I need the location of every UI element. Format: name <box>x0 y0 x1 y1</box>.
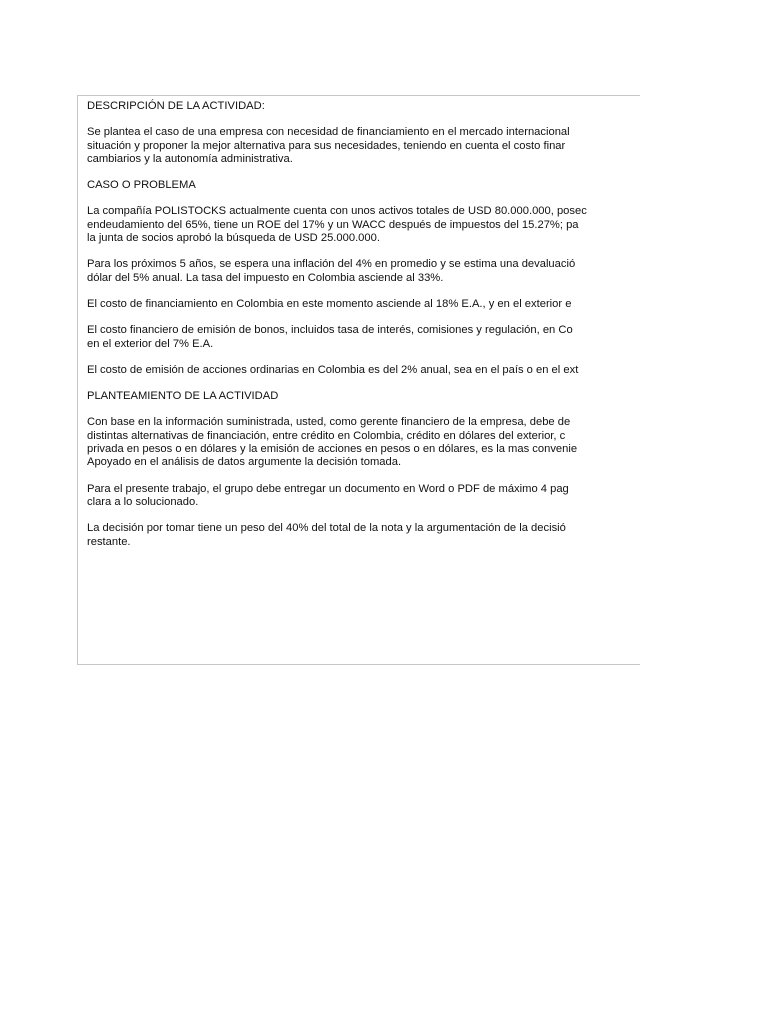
section-heading-case <box>87 179 640 192</box>
text-line: La decisión por tomar tiene un peso del 40% del total de la nota y la argumentación de la decisió <box>87 522 566 535</box>
text-line: situación y proponer la mejor alternativa para sus necesidades, teniendo en cuenta el costo finar <box>87 139 566 152</box>
text-line: El costo de financiamiento en Colombia en este momento asciende al 18% E.A., y en el exterior e <box>87 297 572 310</box>
text-line: El costo de emisión de acciones ordinarias en Colombia es del 2% anual, sea en el país o en el ext <box>87 363 579 376</box>
text-line: la junta de socios aprobó la búsqueda de USD 25.000.000. <box>87 232 380 245</box>
text-line: en el exterior del 7% E.A. <box>87 337 214 350</box>
text-line: Se plantea el caso de una empresa con necesidad de financiamiento en el mercado internacional <box>87 126 570 139</box>
financing-cost-paragraph <box>87 298 640 311</box>
text-line: Para el presente trabajo, el grupo debe entregar un documento en Word o PDF de máximo 4 pag <box>87 482 569 495</box>
text-line: La compañía POLISTOCKS actualmente cuenta con unos activos totales de USD 80.000.000, posec <box>87 205 587 218</box>
text-line: clara a lo solucionado. <box>87 495 199 508</box>
share-cost-paragraph <box>87 364 640 377</box>
text-line: Con base en la información suministrada, usted, como gerente financiero de la empresa, debe de <box>87 416 571 429</box>
bond-cost-paragraph <box>87 324 640 351</box>
text-line: Apoyado en el análisis de datos argumente la decisión tomada. <box>87 456 402 469</box>
section-heading-description <box>87 100 640 113</box>
activity-description-box <box>77 95 640 665</box>
text-line: CASO O PROBLEMA <box>87 179 196 192</box>
activity-text <box>87 100 640 562</box>
text-line: restante. <box>87 535 131 548</box>
text-line: dólar del 5% anual. La tasa del impuesto en Colombia asciende al 33%. <box>87 271 444 284</box>
deliverable-paragraph <box>87 483 640 510</box>
text-line: distintas alternativas de financiación, entre crédito en Colombia, crédito en dólares del exterior, c <box>87 429 566 442</box>
text-line: DESCRIPCIÓN DE LA ACTIVIDAD: <box>87 100 265 112</box>
inflation-paragraph <box>87 258 640 285</box>
text-line: PLANTEAMIENTO DE LA ACTIVIDAD <box>87 390 279 403</box>
text-line: El costo financiero de emisión de bonos, incluidos tasa de interés, comisiones y regulación, en Co <box>87 324 573 337</box>
task-paragraph <box>87 416 640 469</box>
company-paragraph <box>87 205 640 245</box>
text-line: privada en pesos o en dólares y la emisión de acciones en pesos o en dólares, es la mas convenie <box>87 443 578 456</box>
grading-paragraph <box>87 522 640 549</box>
text-line: Para los próximos 5 años, se espera una inflación del 4% en promedio y se estima una devaluació <box>87 258 576 271</box>
intro-paragraph <box>87 126 640 166</box>
section-heading-planning <box>87 390 640 403</box>
text-line: endeudamiento del 65%, tiene un ROE del 17% y un WACC después de impuestos del 15.27%; pa <box>87 218 579 231</box>
text-line: cambiarios y la autonomía administrativa. <box>87 152 293 165</box>
